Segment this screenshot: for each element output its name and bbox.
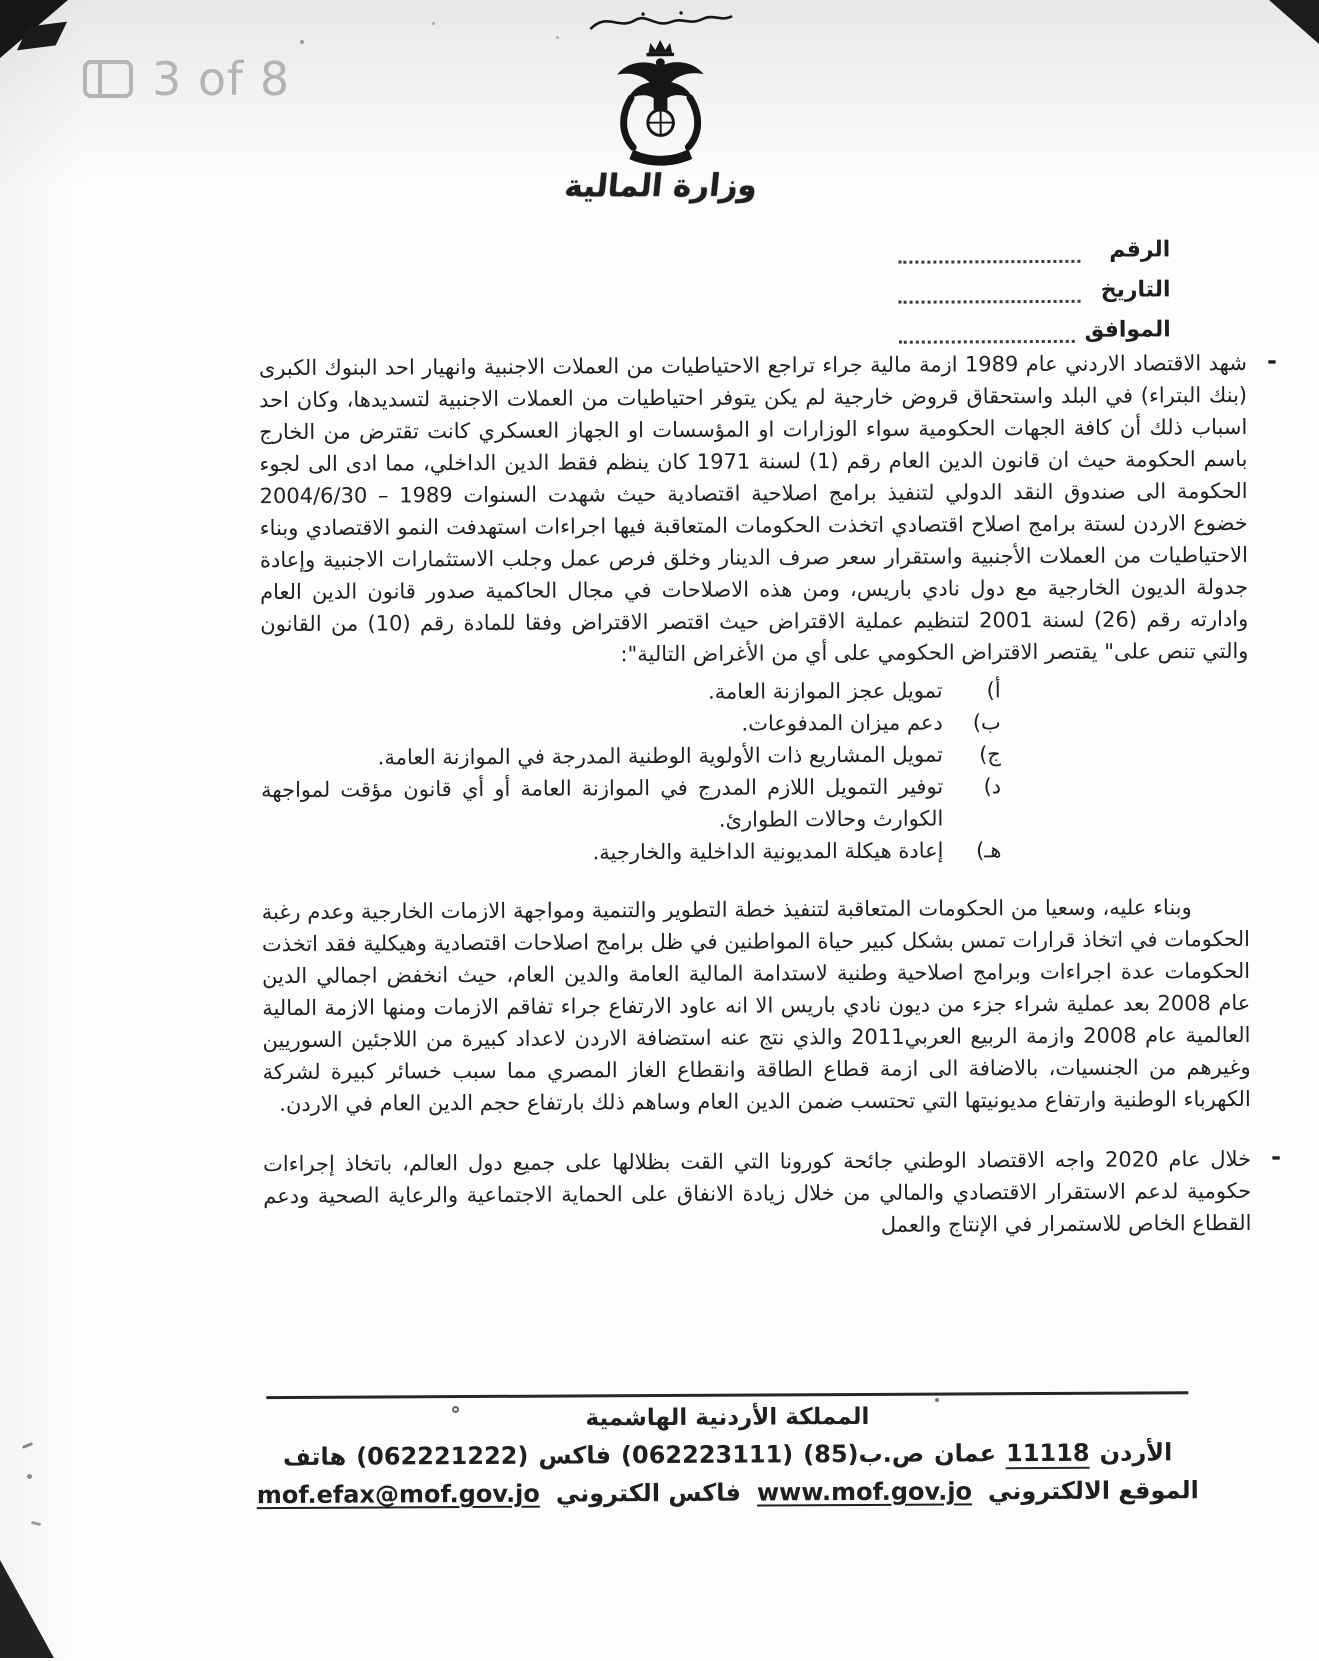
list-item-text: تمويل المشاريع ذات الأولوية الوطنية المدرجة في الموازنة العامة. xyxy=(377,742,944,770)
paragraph-1989-crisis xyxy=(258,346,1277,672)
postal-code: 11118 xyxy=(1006,1438,1090,1468)
field-corresponding-label: الموافق xyxy=(1084,317,1171,343)
borrowing-purposes-list xyxy=(261,674,1002,870)
list-item-text: إعادة هيكلة المديونية الداخلية والخارجية. xyxy=(592,838,944,865)
jordan-coat-of-arms-icon xyxy=(540,35,781,166)
field-number-label: الرقم xyxy=(1109,237,1171,263)
reference-fields xyxy=(898,237,1171,343)
country: الأردن xyxy=(1099,1438,1173,1467)
letterhead-emblem xyxy=(540,7,781,204)
field-number xyxy=(898,237,1170,263)
efax-link[interactable]: mof.efax@mof.gov.jo xyxy=(256,1479,540,1510)
dotted-fill-line xyxy=(898,283,1080,304)
footer-rule xyxy=(266,1391,1188,1399)
city: عمان xyxy=(934,1439,997,1468)
list-item xyxy=(261,706,1001,742)
list-item-text: توفير التمويل اللازم المدرج في الموازنة العامة أو أي قانون مؤقت لمواجهة الكوارث وحالات الطوارئ. xyxy=(261,774,944,832)
website-label: الموقع الالكتروني xyxy=(987,1476,1199,1506)
list-item-text: تمويل عجز الموازنة العامة. xyxy=(708,678,943,704)
list-item-marker: ب) xyxy=(972,710,1001,735)
fax-number: (062223111) xyxy=(620,1440,794,1470)
po-box: ص.ب(85) xyxy=(803,1439,925,1469)
page-indicator-text: 3 of 8 xyxy=(152,52,291,106)
phone-label: هاتف xyxy=(282,1442,347,1471)
bullet-dash: - xyxy=(1266,346,1277,375)
list-item xyxy=(261,770,1001,838)
paragraph-text: خلال عام 2020 واجه الاقتصاد الوطني جائحة كورونا التي القت بظلالها على جميع دول العالم، باتخاذ إجراءات حكومية لدعم الاستقرار الاقتصادي والمالي من خلال زيادة الانفاق على الحماية الاجتماعية والرعاية الصحية ودعم القطاع الخاص للاستمرار في الإنتاج والعمل xyxy=(263,1146,1252,1237)
bullet-dash: - xyxy=(1271,1142,1282,1171)
paragraph-reforms: وبناء عليه، وسعيا من الحكومات المتعاقبة لتنفيذ خطة التطوير والتنمية ومواجهة الازمات الخارجية وعدم رغبة الحكومات في اتخاذ قرارات تمس بشكل كبير حياة المواطنين في ظل برامج اصلاحات اقتصادية وهيكلية فقد اتخذت الحكومات عدة اجراءات وبرامج اصلاحية وطنية لاستدامة المالية العامة والدين العام، حيث انخفض اجمالي الدين عام 2008 بعد عملية شراء جزء من ديون نادي باريس الا انه عاود الارتفاع جراء تفاقم الازمات ومنها الازمة المالية العالمية عام 2008 وازمة الربيع العربي2011 والذي نتج عنه استضافة الاردن لاعداد كبيرة من اللاجئين السوريين وغيرهم من الجنسيات، بالاضافة الى ازمة قطاع الطاقة وانقطاع الغاز المصري مما سبب خسائر كبيرة لشركة الكهرباء الوطنية وارتفاع مديونيتها التي تحتسب ضمن الدين العام وساهم ذلك بارتفاع حجم الدين العام في الاردن. xyxy=(261,895,1251,1117)
document-body xyxy=(258,346,1282,1244)
field-date-label: التاريخ xyxy=(1100,277,1171,303)
letterhead-footer xyxy=(247,1391,1208,1509)
efax-label: فاكس الكتروني xyxy=(555,1478,742,1508)
ministry-calligraphy: وزارة المالية xyxy=(562,167,759,205)
phone-fax-line xyxy=(248,1438,1208,1473)
paragraph-covid xyxy=(263,1142,1282,1244)
web-contact-line xyxy=(248,1476,1208,1509)
list-item xyxy=(261,674,1001,710)
field-corresponding xyxy=(899,317,1171,343)
dotted-fill-line xyxy=(898,243,1080,264)
royal-calligraphy-flourish-icon xyxy=(540,7,780,36)
dotted-fill-line xyxy=(899,323,1075,344)
list-item-marker: د) xyxy=(983,774,1002,799)
paragraph-text: شهد الاقتصاد الاردني عام 1989 ازمة مالية جراء تراجع الاحتياطيات من العملات الاجنبية وانهيار احد البنوك الكبرى (بنك البتراء) في البلد واستحقاق قروض خارجية لم يكن يتوفر احتياطيات من العملات الاجنبية لتسديدها، وكان احد اسباب ذلك أن كافة الجهات الحكومية سواء الوزارات او المؤسسات او الجهاز العسكري كانت تقترض من الخارج باسم الحكومة حيث ان قانون الدين العام رقم (1) لسنة 1971 كان ينظم فقط الدين الداخلي، مما ادى الى لجوء الحكومة الى صندوق النقد الدولي لتنفيذ برامج اصلاحية اقتصادية حيث شهدت السنوات 1989 – 2004/6/30 خضوع الاردن لستة برامج اصلاح اقتصادي اتخذت الحكومات المتعاقبة فيها اجراءات استهدفت النمو الاقتصادي وبناء الاحتياطيات من العملات الأجنبية واستقرار سعر صرف الدينار وخلق فرص عمل وجلب الاستثمارات الاجنبية وإعادة جدولة الديون الخارجية مع دول نادي باريس، ومن هذه الاصلاحات في مجال الحاكمية صدور قانون الدين العام وادارته رقم (26) لسنة 2001 لتنظيم عملية الاقتراض حيث اقتصر الاقتراض وفقا للمادة رقم (10) من القانون والتي تنص على" يقتصر الاقتراض الحكومي على أي من الأغراض التالية": xyxy=(258,350,1249,667)
list-item xyxy=(261,834,1001,870)
website-link[interactable]: www.mof.gov.jo xyxy=(756,1477,973,1507)
fax-label: فاكس xyxy=(538,1441,612,1470)
phone-number: (062221222) xyxy=(356,1441,529,1471)
list-item-marker: ج) xyxy=(979,742,1002,767)
list-item-marker: أ) xyxy=(986,678,1001,703)
field-date xyxy=(898,277,1170,303)
list-item-text: دعم ميزان المدفوعات. xyxy=(741,710,943,736)
kingdom-title: المملكة الأردنية الهاشمية xyxy=(585,1403,870,1432)
list-item xyxy=(261,738,1001,774)
list-item-marker: هـ) xyxy=(975,838,1002,863)
